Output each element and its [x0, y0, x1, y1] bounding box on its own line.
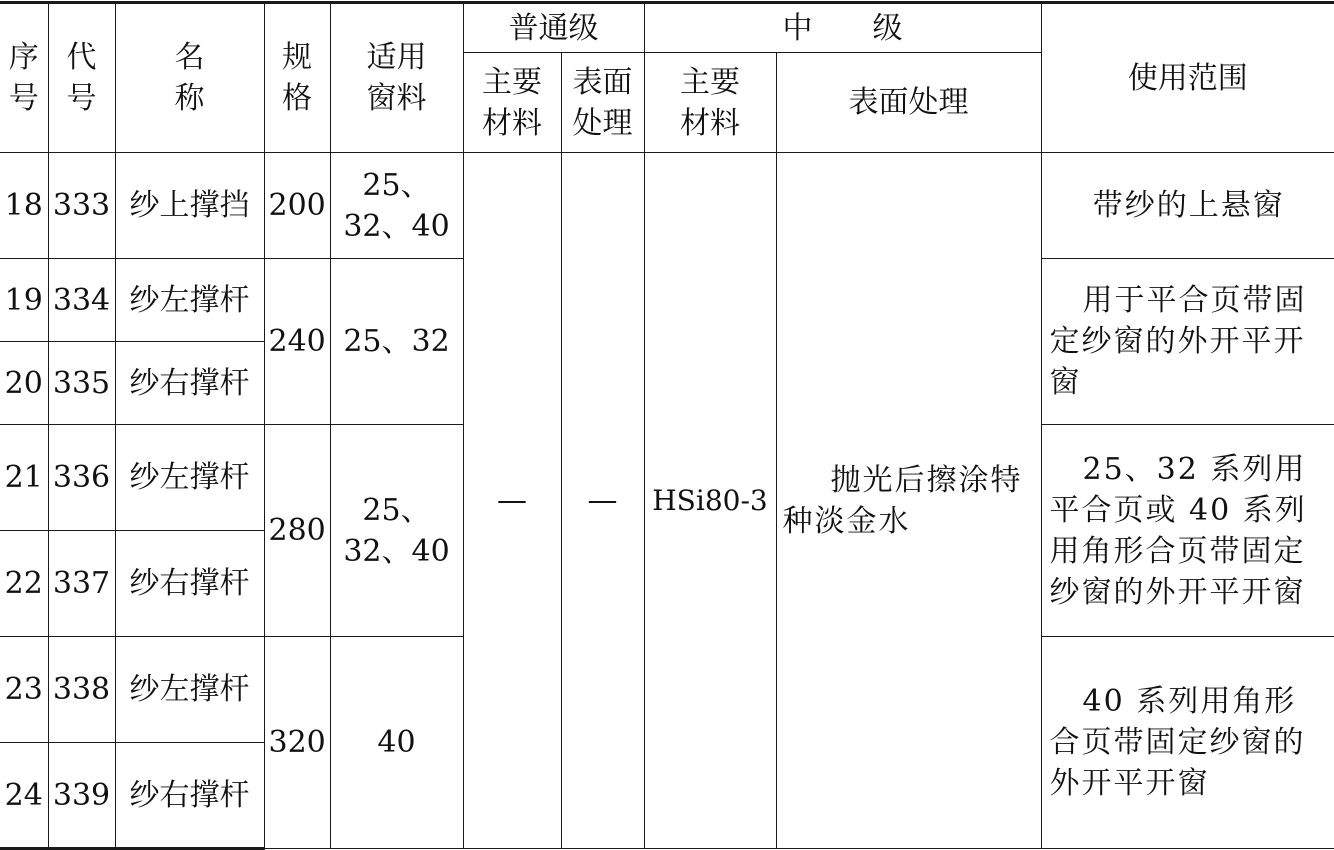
header-name: 名称 — [115, 3, 264, 153]
cell-seq: 24 — [0, 743, 48, 849]
cell-name: 纱右撑杆 — [115, 531, 264, 637]
table-header — [0, 3, 1334, 153]
cell-name: 纱左撑杆 — [115, 425, 264, 531]
cell-code: 335 — [48, 342, 115, 425]
cell-seq: 20 — [0, 342, 48, 425]
cell-code: 333 — [48, 153, 115, 259]
cell-window-material: 25、 32、40 — [330, 153, 463, 259]
header-code: 代号 — [48, 3, 115, 153]
header-usage: 使用范围 — [1041, 3, 1334, 153]
table-row — [0, 153, 1334, 259]
header-ordinary-grade: 普通级 — [463, 3, 644, 53]
cell-middle-main-material: HSi80-3 — [644, 153, 776, 849]
table-body — [0, 153, 1334, 849]
hardware-spec-table — [0, 1, 1334, 850]
cell-ordinary-main-material: — — [463, 153, 561, 849]
header-spec: 规格 — [264, 3, 330, 153]
cell-ordinary-surface: — — [561, 153, 644, 849]
header-middle-surface: 表面处理 — [776, 53, 1041, 153]
cell-code: 338 — [48, 637, 115, 743]
header-seq: 序号 — [0, 3, 48, 153]
header-window-material: 适用窗料 — [330, 3, 463, 153]
cell-name: 纱上撑挡 — [115, 153, 264, 259]
cell-name: 纱右撑杆 — [115, 743, 264, 849]
cell-spec: 240 — [264, 259, 330, 425]
header-middle-grade: 中 级 — [644, 3, 1041, 53]
cell-name: 纱左撑杆 — [115, 259, 264, 342]
cell-seq: 19 — [0, 259, 48, 342]
header-middle-main-material: 主要材料 — [644, 53, 776, 153]
cell-code: 334 — [48, 259, 115, 342]
cell-seq: 21 — [0, 425, 48, 531]
cell-code: 337 — [48, 531, 115, 637]
cell-seq: 22 — [0, 531, 48, 637]
cell-middle-surface: 抛光后擦涂特种淡金水 — [776, 153, 1041, 849]
cell-window-material: 40 — [330, 637, 463, 849]
cell-code: 339 — [48, 743, 115, 849]
cell-spec: 200 — [264, 153, 330, 259]
cell-usage: 用于平合页带固定纱窗的外开平开窗 — [1041, 259, 1334, 425]
cell-usage: 40 系列用角形合页带固定纱窗的外开平开窗 — [1041, 637, 1334, 849]
cell-name: 纱左撑杆 — [115, 637, 264, 743]
cell-name: 纱右撑杆 — [115, 342, 264, 425]
cell-usage: 25、32 系列用平合页或 40 系列用角形合页带固定纱窗的外开平开窗 — [1041, 425, 1334, 637]
header-ordinary-surface: 表面处理 — [561, 53, 644, 153]
cell-usage: 带纱的上悬窗 — [1041, 153, 1334, 259]
cell-window-material: 25、 32、40 — [330, 425, 463, 637]
header-ordinary-main-material: 主要材料 — [463, 53, 561, 153]
cell-spec: 280 — [264, 425, 330, 637]
cell-seq: 18 — [0, 153, 48, 259]
cell-spec: 320 — [264, 637, 330, 849]
cell-window-material: 25、32 — [330, 259, 463, 425]
cell-seq: 23 — [0, 637, 48, 743]
cell-code: 336 — [48, 425, 115, 531]
